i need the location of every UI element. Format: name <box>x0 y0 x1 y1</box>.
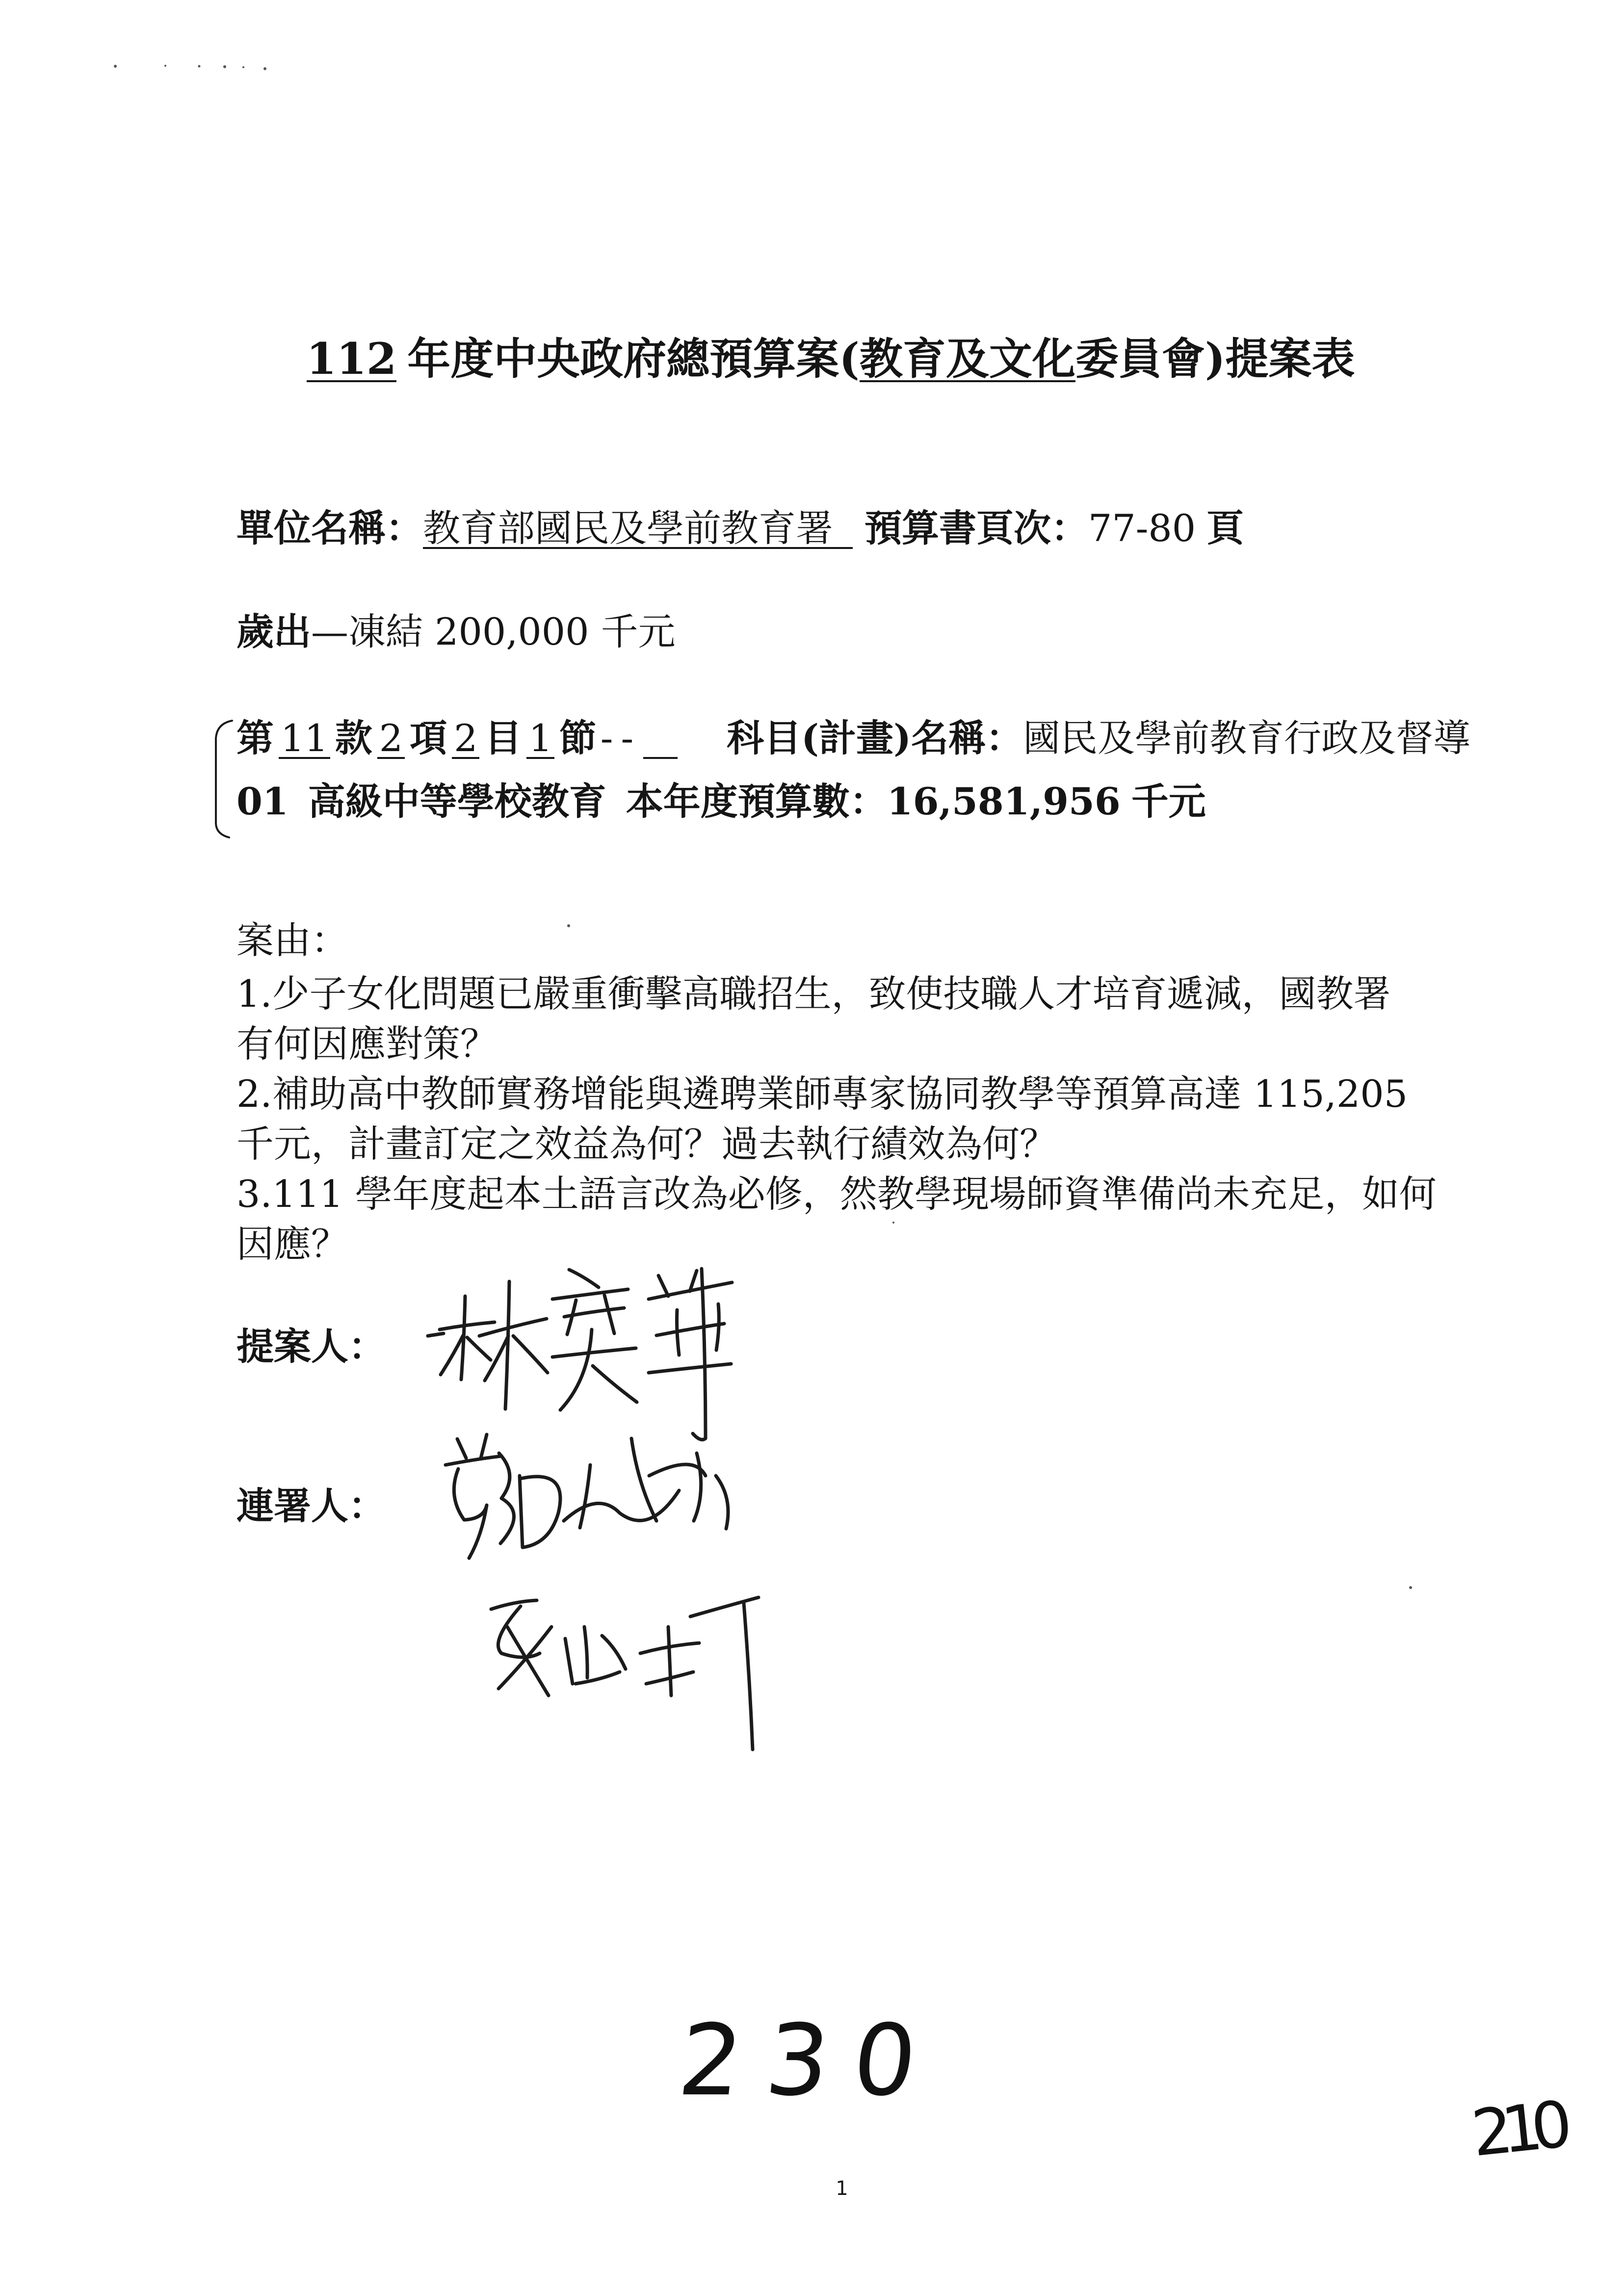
scan-speck <box>223 65 226 68</box>
signature-proposer <box>422 1256 746 1447</box>
signature-stroke <box>499 1453 514 1543</box>
signature-stroke <box>656 1324 724 1335</box>
item-prefix: 第 <box>236 716 274 760</box>
scan-speck <box>567 924 570 927</box>
title-text-before: 年度中央政府總預算案( <box>407 333 860 384</box>
signature-cosigner-1 <box>437 1423 741 1570</box>
signature-stroke <box>677 1310 680 1355</box>
signature-stroke <box>649 1464 706 1476</box>
signature-stroke <box>580 1465 590 1528</box>
scan-speck <box>1409 1586 1412 1589</box>
scan-speck <box>263 67 266 70</box>
handwritten-number: 230 <box>673 2004 947 2118</box>
reason-body <box>236 969 1437 1269</box>
signature-stroke <box>428 1333 444 1336</box>
budget-unit: 千元 <box>1131 780 1206 823</box>
signature-stroke <box>440 1322 495 1330</box>
unit-label: 單位名稱： <box>236 506 423 550</box>
reason-line: 因應？ <box>236 1222 348 1266</box>
item-jie-label: 節 <box>559 716 597 760</box>
signature-stroke <box>552 1348 636 1357</box>
program-name: 高級中等學校教育 <box>308 780 606 823</box>
item-jie: 1 <box>526 720 554 759</box>
corner-handwritten-number: 210 <box>1468 2087 1565 2171</box>
item-xiang-label: 項 <box>410 716 447 760</box>
scan-speck <box>114 65 117 68</box>
scan-speck <box>164 65 166 67</box>
signature-stroke <box>491 1600 537 1609</box>
reason-line: 千元，計畫訂定之效益為何？過去執行績效為何？ <box>236 1122 1057 1166</box>
subject-label: 科目(計畫)名稱： <box>727 716 1023 760</box>
item-mu-label: 目 <box>484 716 522 760</box>
reason-line: 2.補助高中教師實務增能與遴聘業師專家協同教學等預算高達 115,205 <box>236 1072 1408 1116</box>
program-line <box>236 777 1206 826</box>
signature-stroke <box>481 1435 487 1458</box>
signature-stroke <box>457 1439 466 1458</box>
signature-stroke <box>520 1476 523 1547</box>
signature-stroke <box>716 1476 728 1529</box>
unit-value: 教育部國民及學前教育署 <box>423 510 853 549</box>
signature-stroke <box>593 1366 637 1402</box>
signature-stroke <box>584 1627 587 1678</box>
signature-stroke <box>441 1335 463 1375</box>
signature-stroke <box>693 1269 706 1439</box>
page-unit: 頁 <box>1206 506 1244 550</box>
budget-label: 本年度預算數： <box>626 780 887 823</box>
program-code: 01 <box>236 780 288 823</box>
page-label: 預算書頁次： <box>864 506 1088 550</box>
signature-stroke <box>602 1636 626 1669</box>
item-blank <box>643 757 678 759</box>
subject-value: 國民及學前教育行政及督導 <box>1023 716 1471 760</box>
reason-label: 案由： <box>236 918 348 962</box>
signature-stroke <box>445 1456 501 1465</box>
signature-stroke <box>576 1672 620 1684</box>
signature-stroke <box>513 1336 548 1373</box>
signature-stroke <box>649 1364 731 1373</box>
expenditure-label: 歲出 <box>236 610 311 653</box>
title-text-after: 委員會)提案表 <box>1075 333 1355 384</box>
signature-stroke <box>560 1330 592 1410</box>
signature-stroke <box>505 1281 509 1409</box>
item-kuan: 11 <box>279 720 330 759</box>
item-kuan-label: 款 <box>335 716 372 760</box>
proposer-label: 提案人： <box>236 1325 386 1368</box>
signature-stroke <box>565 1639 573 1684</box>
budget-item-line <box>236 714 1470 763</box>
reason-line: 有何因應對策？ <box>236 1022 498 1066</box>
signature-stroke <box>716 1304 719 1350</box>
signature-stroke <box>604 1295 614 1333</box>
signature-stroke <box>690 1597 759 1617</box>
page-range: 77-80 <box>1088 506 1196 550</box>
signature-stroke <box>520 1477 560 1547</box>
form-title <box>37 334 1624 383</box>
expenditure-line <box>236 607 676 656</box>
budget-value: 16,581,956 <box>887 780 1121 823</box>
signature-stroke <box>569 1270 599 1287</box>
signature-stroke <box>668 1627 671 1696</box>
reason-line: 3.111 學年度起本土語言改為必修，然教學現場師資準備尚未充足，如何 <box>236 1172 1437 1216</box>
signature-stroke <box>631 1438 656 1521</box>
title-year: 112 <box>306 333 397 384</box>
cosigner-label: 連署人： <box>236 1484 386 1528</box>
item-mu: 2 <box>452 720 479 759</box>
signature-stroke <box>552 1289 628 1299</box>
item-xiang: 2 <box>377 720 405 759</box>
page-number: 1 <box>836 2177 848 2200</box>
signature-stroke <box>658 1276 668 1296</box>
title-committee: 教育及文化 <box>859 333 1075 384</box>
scan-speck <box>198 65 201 68</box>
signature-stroke <box>694 1453 701 1521</box>
item-jie-suffix: -- <box>600 716 642 760</box>
scan-speck <box>242 66 244 68</box>
expenditure-value: —凍結 200,000 千元 <box>311 610 676 653</box>
signature-stroke <box>454 1469 487 1558</box>
unit-line <box>236 504 1244 553</box>
signature-cosigner-2 <box>481 1580 775 1766</box>
signature-stroke <box>467 1337 491 1360</box>
reason-line: 1.少子女化問題已嚴重衝擊高職招生，致使技職人才培育遞減，國教署 <box>236 972 1391 1016</box>
signature-stroke <box>744 1603 753 1749</box>
